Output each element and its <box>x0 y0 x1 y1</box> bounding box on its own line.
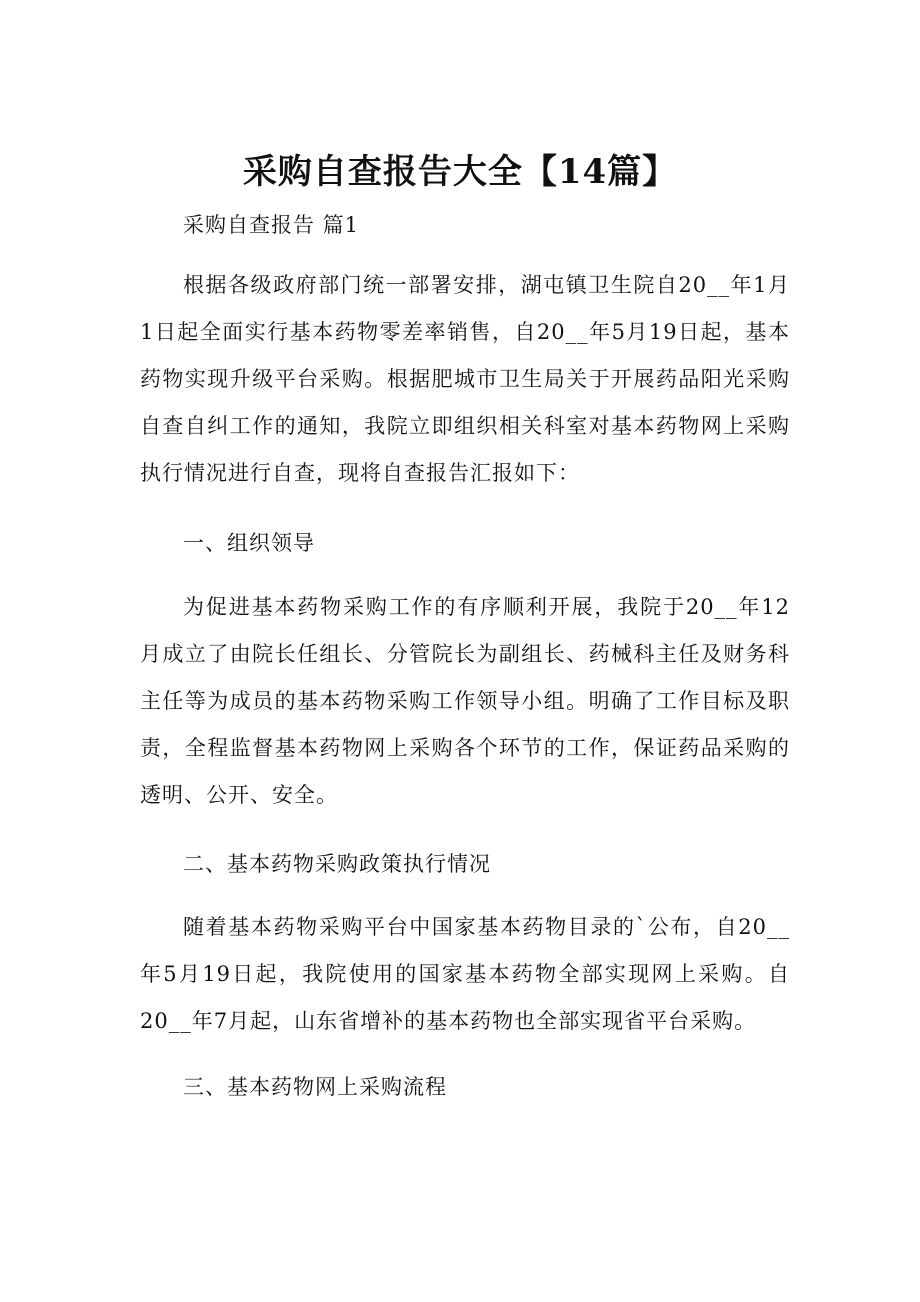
paragraph-intro: 根据各级政府部门统一部署安排，湖屯镇卫生院自20__年1月1日起全面实行基本药物零差率销售，自20__年5月19日起，基本药物实现升级平台采购。根据肥城市卫生局关于开展药品阳光采购自查自纠工作的通知，我院立即组织相关科室对基本药物网上采购执行情况进行自查，现将自查报告汇报如下： <box>140 273 790 485</box>
section-heading-1: 一、组织领导 <box>183 531 315 555</box>
section-heading-2: 二、基本药物采购政策执行情况 <box>183 852 491 876</box>
document-title: 采购自查报告大全【14篇】 <box>242 152 678 192</box>
paragraph-policy: 随着基本药物采购平台中国家基本药物目录的`公布，自20__年5月19日起，我院使用的国家基本药物全部实现网上采购。自20__年7月起，山东省增补的基本药物也全部实现省平台采购。 <box>140 915 790 1033</box>
section-heading-3: 三、基本药物网上采购流程 <box>183 1075 447 1099</box>
paragraph-organization: 为促进基本药物采购工作的有序顺利开展，我院于20__年12月成立了由院长任组长、分管院长为副组长、药械科主任及财务科主任等为成员的基本药物采购工作领导小组。明确了工作目标及职责，全程监督基本药物网上采购各个环节的工作，保证药品采购的透明、公开、安全。 <box>140 595 790 807</box>
document-subtitle: 采购自查报告 篇1 <box>183 213 360 237</box>
